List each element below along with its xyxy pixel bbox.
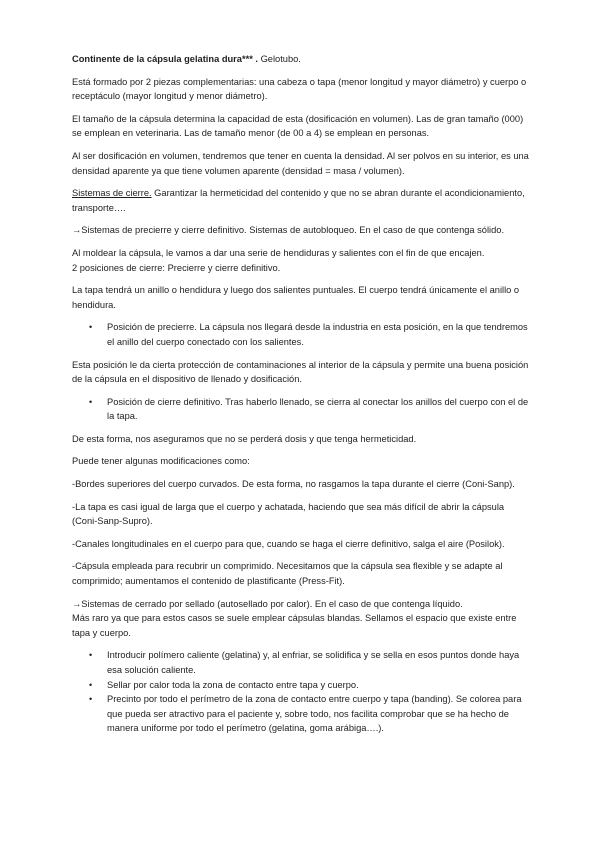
list-item <box>72 692 530 736</box>
subheading-closure-systems: Sistemas de cierre. <box>72 188 152 199</box>
paragraph-density: Al ser dosificación en volumen, tendremos que tener en cuenta la densidad. Al ser polvos en su interior, es una densidad aparente ya que tiene volumen aparente (densidad = masa / volumen). <box>72 150 529 176</box>
list-preclosure <box>72 320 530 349</box>
sealing-line-2: Más raro ya que para estos casos se suele emplear cápsulas blandas. Sellamos el espacio que existe entre tapa y cuerpo. <box>72 613 517 638</box>
molding-line-1: Al moldear la cápsula, le vamos a dar una serie de hendiduras y salientes con el fin de que encajen. <box>72 247 485 258</box>
bullet-icon: • <box>89 322 93 333</box>
list-item-text: Introducir polímero caliente (gelatina) y, al enfriar, se solidifica y se sella en esos puntos donde haya esa solución caliente. <box>107 650 520 675</box>
heading-bold: Continente de la cápsula gelatina dura*** . <box>72 54 258 64</box>
list-sealing-methods <box>72 648 530 736</box>
paragraph-mod-press-fit: -Cápsula empleada para recubrir un comprimido. Necesitamos que la cápsula sea flexible y se adapte al comprimido; aumentamos el contenido de plastificante (Press-Fit). <box>72 561 503 587</box>
paragraph-mod-long-cap: -La tapa es casi igual de larga que el cuerpo y achatada, haciendo que sea más difícil de abrir la cápsula (Coni-Sanp-Supro). <box>72 501 505 527</box>
heading-rest: Gelotubo. <box>257 54 301 64</box>
paragraph-mod-channels: -Canales longitudinales en el cuerpo para que, cuando se haga el cierre definitivo, salga el aire (Posilok). <box>72 538 505 549</box>
list-item-text: Precinto por todo el perímetro de la zona de contacto entre cuerpo y tapa (banding). Se colorea para que pueda ser atractivo para el paciente y, sobre todo, nos facilita comprobar que se ha hecho de manera uniforme por todo el perímetro (gelatina, goma arábiga….). <box>107 694 522 734</box>
list-item <box>72 320 530 349</box>
list-item <box>72 648 530 677</box>
paragraph-closure-systems <box>72 186 530 215</box>
paragraph-size: El tamaño de la cápsula determina la capacidad de esta (dosificación en volumen). Las de gran tamaño (000) se emplean en veterinaria. Las de tamaño menor (de 00 a 4) se emplean en personas. <box>72 113 524 139</box>
sealing-line-1: →Sistemas de cerrado por sellado (autosellado por calor). En el caso de que contenga líquido. <box>72 598 463 609</box>
list-item-text: Posición de cierre definitivo. Tras haberlo llenado, se cierra al conectar los anillos del cuerpo con el de la tapa. <box>107 396 529 422</box>
paragraph-protection: Esta posición le da cierta protección de contaminaciones al interior de la cápsula y permite una buena posición de la cápsula en el dispositivo de llenado y dosificación. <box>72 359 529 385</box>
closure-systems-text: Garantizar la hermeticidad del contenido y que no se abran durante el acondicionamiento, transporte…. <box>72 188 525 213</box>
list-item <box>72 678 530 693</box>
bullet-icon: • <box>89 650 93 661</box>
list-item-text: Posición de precierre. La cápsula nos llegará desde la industria en esta posición, en la que tendremos el anillo del cuerpo conectado con los salientes. <box>107 322 528 347</box>
paragraph-mod-curved-edges: -Bordes superiores del cuerpo curvados. De esta forma, no rasgamos la tapa durante el cierre (Coni-Sanp). <box>72 479 515 490</box>
paragraph-modifications-intro: Puede tener algunas modificaciones como: <box>72 456 250 467</box>
bullet-icon: • <box>89 694 93 705</box>
list-final-closure <box>72 395 530 424</box>
list-item <box>72 395 530 424</box>
paragraph-molding <box>72 246 530 275</box>
document-body <box>72 52 530 744</box>
paragraph-sealing <box>72 597 530 641</box>
bullet-icon: • <box>89 396 93 407</box>
list-item-text: Sellar por calor toda la zona de contacto entre tapa y cuerpo. <box>107 679 359 690</box>
paragraph-hermeticity: De esta forma, nos aseguramos que no se perderá dosis y que tenga hermeticidad. <box>72 433 417 444</box>
section-heading <box>72 52 530 67</box>
paragraph-ring: La tapa tendrá un anillo o hendidura y luego dos salientes puntuales. El cuerpo tendrá únicamente el anillo o hendidura. <box>72 285 520 310</box>
molding-line-2: 2 posiciones de cierre: Precierre y cierre definitivo. <box>72 262 281 273</box>
paragraph-structure: Está formado por 2 piezas complementarias: una cabeza o tapa (menor longitud y mayor diámetro) y cuerpo o receptáculo (mayor longitud y menor diámetro). <box>72 76 527 102</box>
bullet-icon: • <box>89 679 93 690</box>
paragraph-preclosure-systems: →Sistemas de precierre y cierre definitivo. Sistemas de autobloqueo. En el caso de que contenga sólido. <box>72 225 505 236</box>
